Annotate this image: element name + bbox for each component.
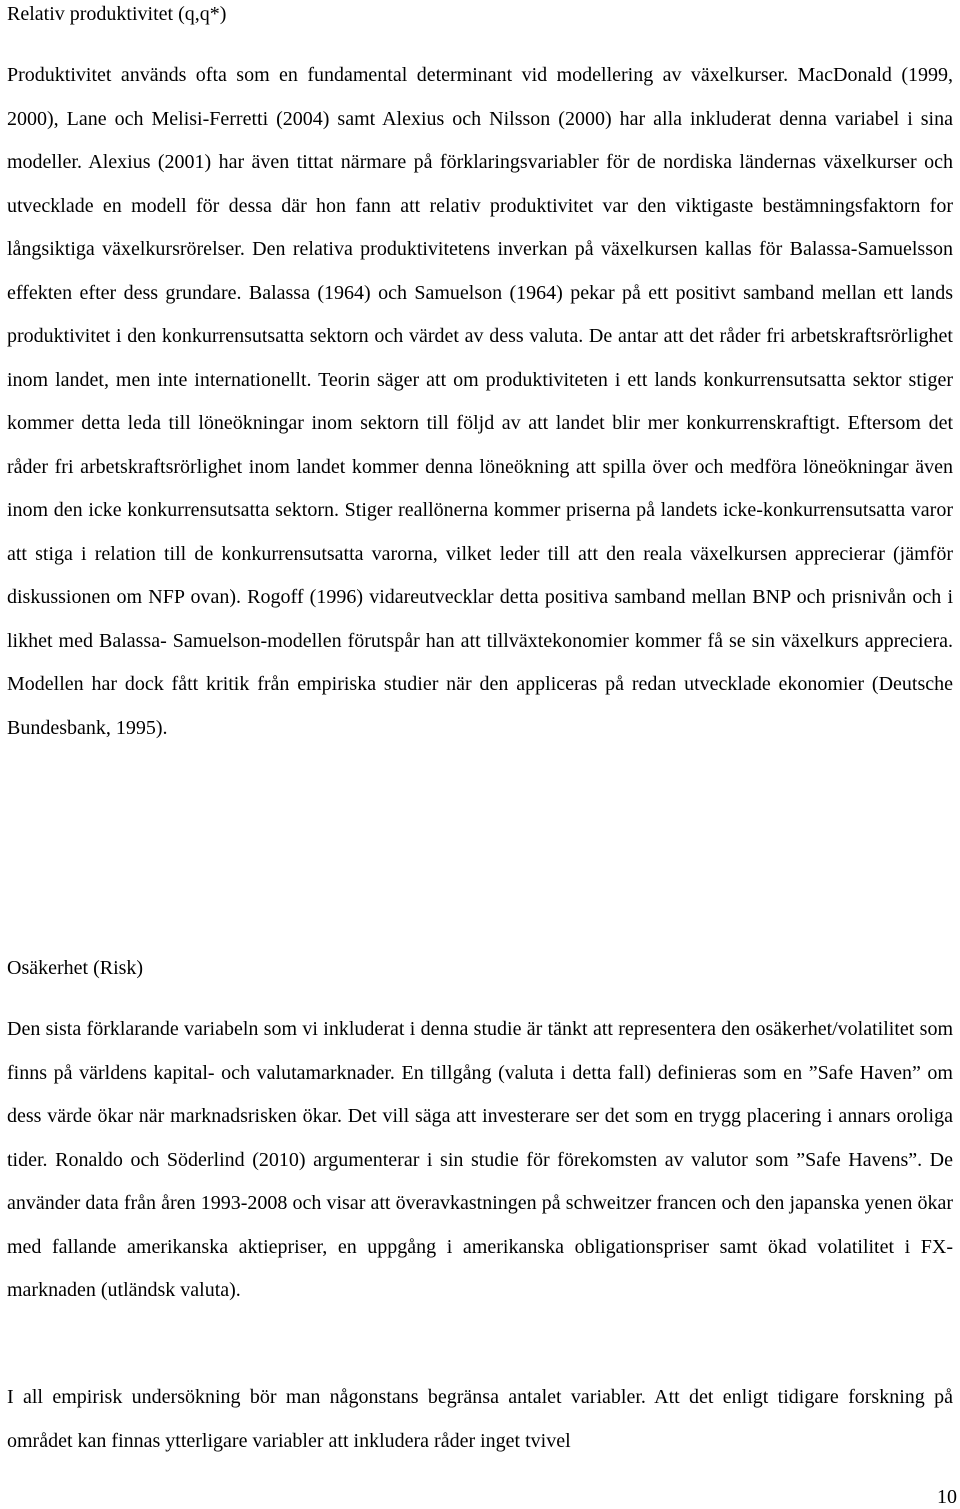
page-number: 10 (937, 1486, 957, 1508)
section-heading-relative-productivity: Relativ produktivitet (q,q*) (7, 3, 227, 25)
paragraph-variable-limitation: I all empirisk undersökning bör man någonstans begränsa antalet variabler. Att det enligt tidigare forskning på området kan finnas ytterligare variabler att inkludera råder inget tvivel (7, 1386, 953, 1452)
paragraph-uncertainty: Den sista förklarande variabeln som vi inkluderat i denna studie är tänkt att representera den osäkerhet/volatilitet som finns på världens kapital- och valutamarknader. En tillgång (valuta i detta fall) definieras som en ”Safe Haven” om dess värde ökar när marknadsrisken ökar. Det vill säga att investerare ser det som en trygg placering i annars oroliga tider. Ronaldo och Söderlind (2010) argumenterar i sin studie för förekomsten av valutor som ”Safe Havens”. De använder data från åren 1993-2008 och visar att överavkastningen på schweitzer francen och den japanska yenen ökar med fallande amerikanska aktiepriser, en uppgång i amerikanska obligationspriser samt ökad volatilitet i FX-marknaden (utländsk valuta). (7, 1018, 953, 1301)
paragraph-relative-productivity: Produktivitet används ofta som en fundamental determinant vid modellering av växelkurser. MacDonald (1999, 2000), Lane och Melisi-Ferretti (2004) samt Alexius och Nilsson (2000) har alla inkluderat denna variabel i sina modeller. Alexius (2001) har även tittat närmare på förklaringsvariabler för de nordiska ländernas växelkurser och utvecklade en modell för dessa där hon fann att relativ produktivitet var den viktigaste bestämningsfaktorn for långsiktiga växelkursrörelser. Den relativa produktivitetens inverkan på växelkursen kallas för Balassa-Samuelsson effekten efter dess grundare. Balassa (1964) och Samuelson (1964) pekar på ett positivt samband mellan ett lands produktivitet i den konkurrensutsatta sektorn och värdet av dess valuta. De antar att det råder fri arbetskraftsrörlighet inom landet, men inte internationellt. Teorin säger att om produktiviteten i ett lands konkurrensutsatta sektor stiger kommer detta leda till löneökningar inom sektorn till följd av att landet blir mer konkurrenskraftigt. Eftersom det råder fri arbetskraftsrörlighet inom landet kommer denna löneökning att spilla över och medföra löneökningar även inom den icke konkurrensutsatta sektorn. Stiger reallönerna kommer priserna på landets icke-konkurrensutsatta varor att stiga i relation till de konkurrensutsatta varorna, vilket leder till att den reala växelkursen apprecierar (jämför diskussionen om NFP ovan). Rogoff (1996) vidareutvecklar detta positiva samband mellan BNP och prisnivån och i likhet med Balassa- Samuelson-modellen förutspår han att tillväxtekonomier kommer få se sin växelkurs appreciera. Modellen har dock fått kritik från empiriska studier när den appliceras på redan utvecklade ekonomier (Deutsche Bundesbank, 1995). (7, 64, 953, 739)
section-heading-uncertainty: Osäkerhet (Risk) (7, 957, 144, 979)
